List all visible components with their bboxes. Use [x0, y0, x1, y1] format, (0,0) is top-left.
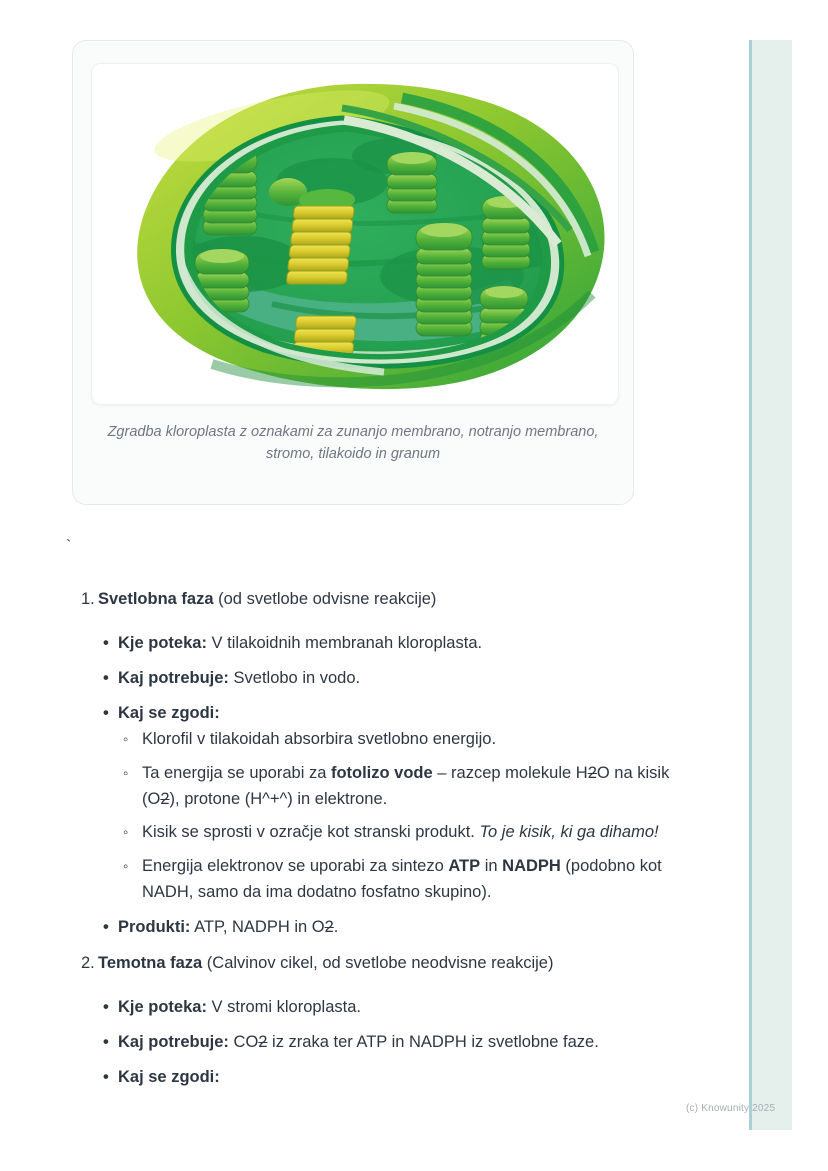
bullet-list [64, 994, 704, 1090]
bullet-item: • Kaj potrebuje: Svetlobo in vodo. [98, 665, 704, 691]
figure-image-frame [91, 63, 619, 405]
bullet-marker [98, 630, 118, 656]
page-edge-strip [749, 40, 792, 1130]
stray-backtick-text: ` [66, 538, 72, 555]
figure-caption: Zgradba kloroplasta z oznakami za zunanjo membrano, notranjo membrano, stromo, tilakoido in granum [107, 424, 599, 462]
bullet-marker [98, 1029, 118, 1055]
item-title: Temotna faza (Calvinov cikel, od svetlobe neodvisne reakcije) [98, 954, 554, 972]
sub-bullet-item: ◦ Kisik se sprosti v ozračje kot stranski produkt. To je kisik, ki ga dihamo! [120, 819, 704, 846]
sub-bullet-item: ◦ Ta energija se uporabi za fotolizo vode – razcep molekule H2O na kisik (O2), protone (H^+^) in elektrone. [120, 760, 704, 812]
bullet-item: • Kaj se zgodi: [98, 1064, 704, 1090]
watermark-text: (c) Knowunity 2025 [686, 1103, 776, 1114]
bullet-item: • Kaj potrebuje: CO2 iz zraka ter ATP in NADPH iz svetlobne faze. [98, 1029, 704, 1055]
bullet-marker [98, 994, 118, 1020]
bullet-item: • Produkti: ATP, NADPH in O2. [98, 914, 704, 940]
sub-bullet-marker [120, 819, 142, 846]
bullet-marker [98, 700, 118, 726]
sub-bullet-marker [120, 853, 142, 905]
outline-item-1 [64, 586, 704, 940]
sub-bullet-marker [120, 726, 142, 753]
figure-card [72, 40, 634, 505]
bullet-marker [98, 1064, 118, 1090]
sub-bullet-marker [120, 760, 142, 812]
sub-bullet-item: ◦ Klorofil v tilakoidah absorbira svetlobno energijo. [120, 726, 704, 753]
bullet-item: • Kaj se zgodi: ◦ Klorofil v tilakoidah absorbira svetlobno energijo. ◦ Ta energija se uporabi za fotolizo vode – razcep molekule H2O na kisik (O2), protone (H^+^) in elektrone. ◦ Kisik se sprosti v ozračje kot stranski produkt. To je kisik, ki ga dihamo! ◦ Energija elektronov se uporabi za sintezo ATP in NADPH (podobno kot NADH, samo da ima dodatno fosfatno skupino). [98, 700, 704, 905]
numbered-outline [64, 586, 704, 1090]
outline-item-2 [64, 950, 704, 1090]
bullet-item: • Kje poteka: V stromi kloroplasta. [98, 994, 704, 1020]
item-title: Svetlobna faza (od svetlobe odvisne reakcije) [98, 590, 437, 608]
bullet-list [64, 630, 704, 940]
notes-content [64, 586, 704, 1100]
sub-bullet-list [98, 726, 704, 905]
item-number: 1. [81, 590, 95, 608]
chloroplast-illustration [92, 64, 618, 404]
bullet-marker [98, 665, 118, 691]
sub-bullet-item: ◦ Energija elektronov se uporabi za sintezo ATP in NADPH (podobno kot NADH, samo da ima dodatno fosfatno skupino). [120, 853, 704, 905]
item-number: 2. [81, 954, 95, 972]
bullet-marker [98, 914, 118, 940]
bullet-item: • Kje poteka: V tilakoidnih membranah kloroplasta. [98, 630, 704, 656]
